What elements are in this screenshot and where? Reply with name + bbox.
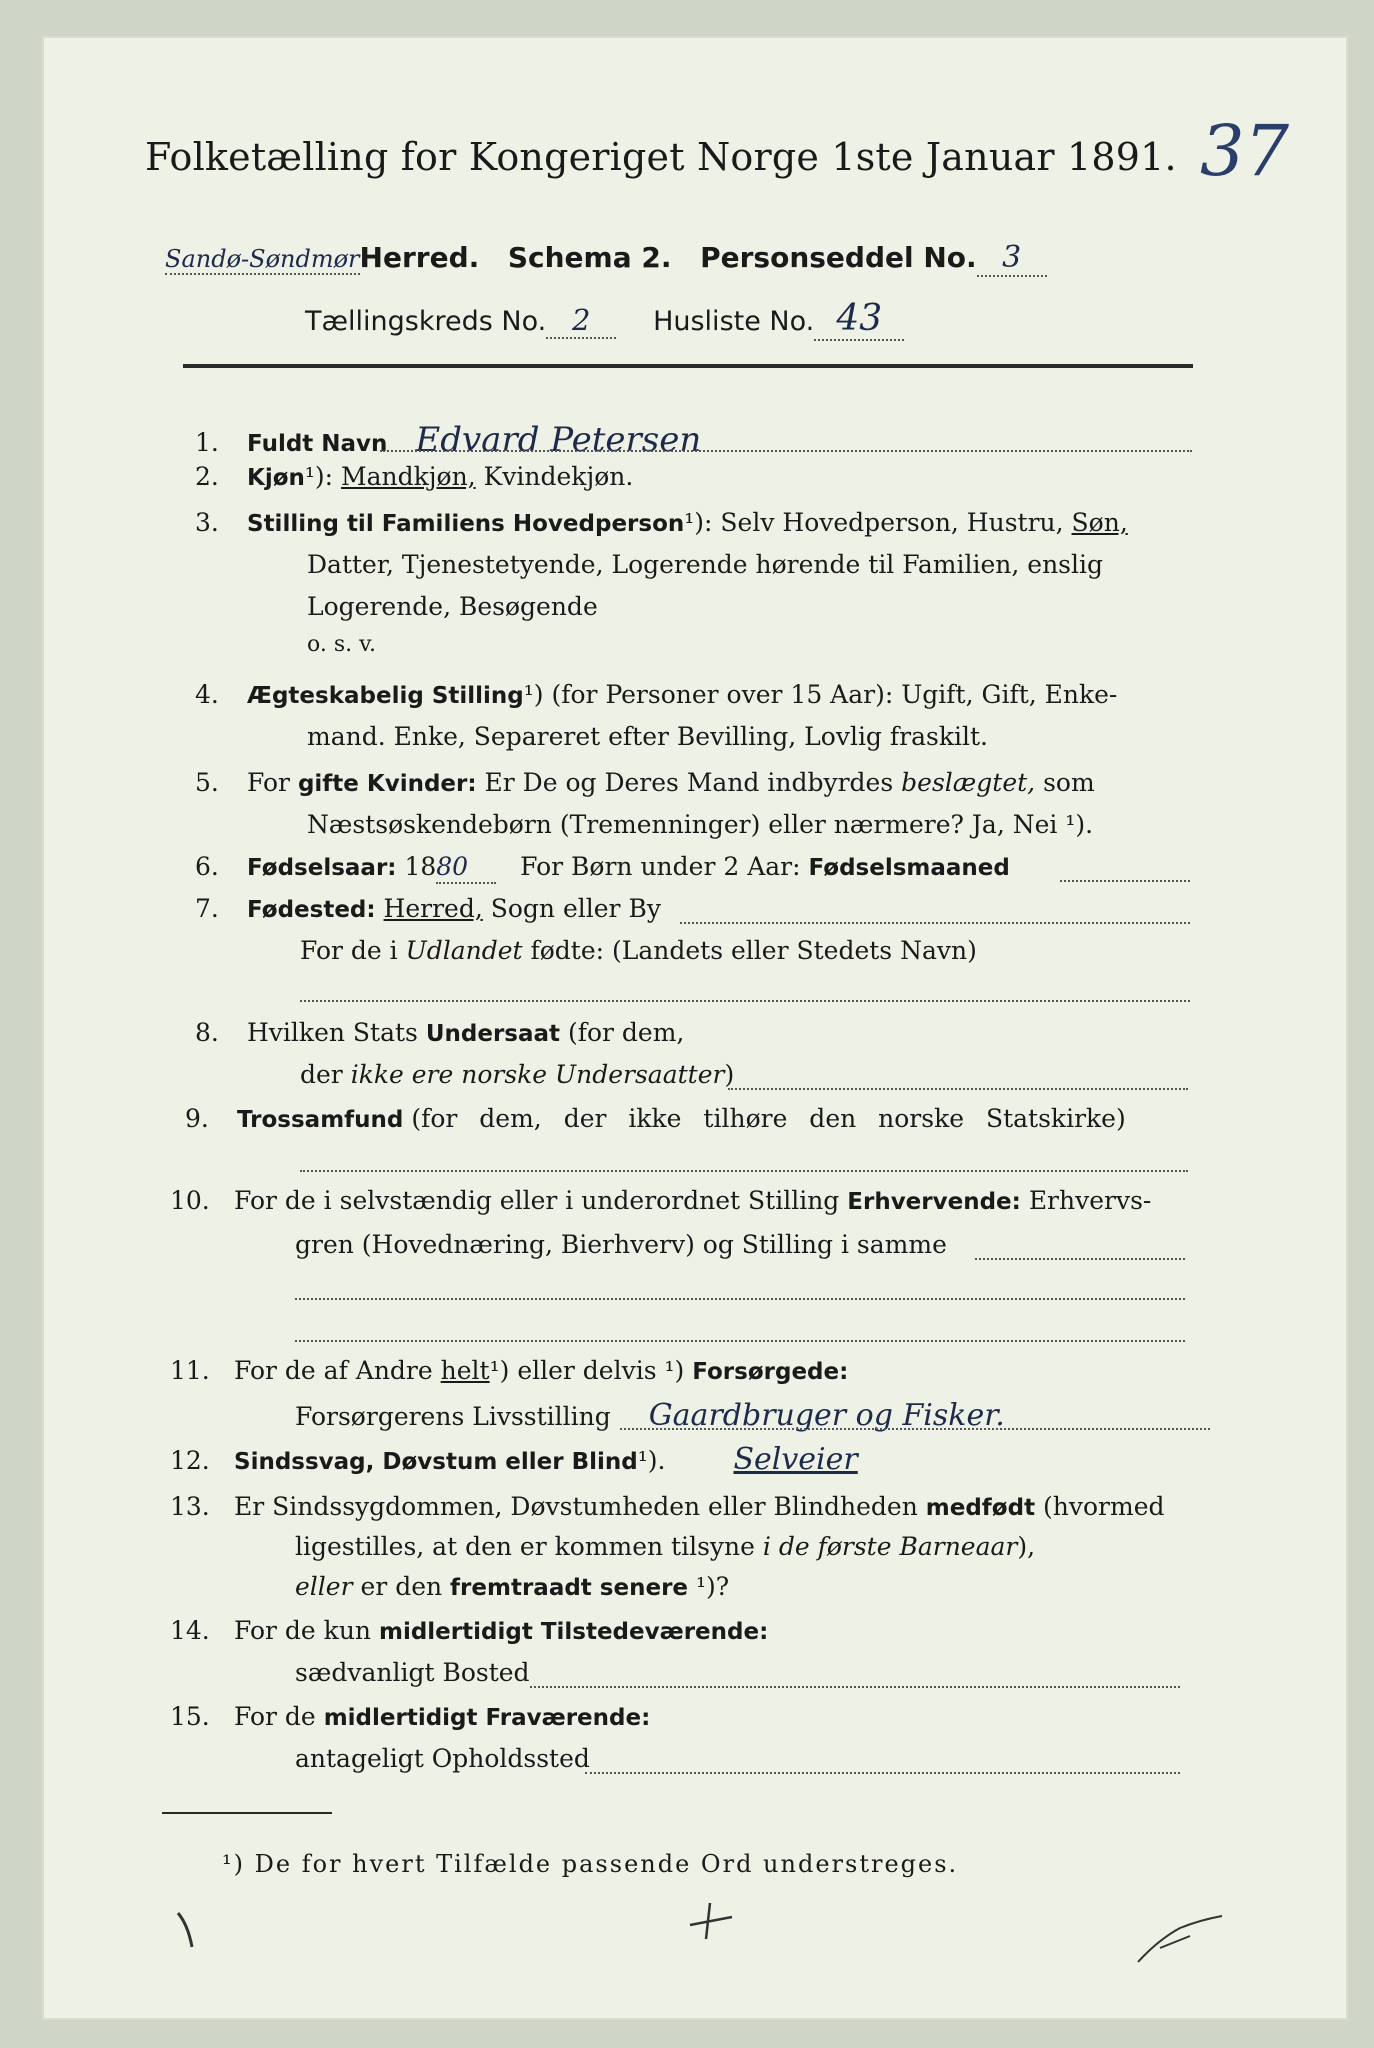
q3-number: 3. <box>195 508 219 537</box>
q14-number: 14. <box>170 1616 210 1645</box>
q9-answer-line <box>300 1170 1188 1172</box>
q10-answer-line2 <box>295 1340 1185 1342</box>
q11-value: Gaardbruger og Fisker. <box>648 1398 1005 1433</box>
personseddel-label: Personseddel No. <box>700 241 977 274</box>
pencil-mark-left <box>170 1905 210 1955</box>
pencil-mark-right <box>1130 1910 1230 1970</box>
q7-row <box>195 894 661 925</box>
q8-der: der <box>300 1060 343 1089</box>
q4-label: Ægteskabelig Stilling <box>247 683 524 709</box>
q13-prefix: Er Sindssygdommen, Døvstumheden eller Blindheden <box>234 1492 918 1521</box>
q14-bosted-label: sædvanligt Bosted <box>295 1658 530 1687</box>
q5-number: 5. <box>195 768 219 797</box>
q10-label: Erhvervende: <box>847 1189 1021 1215</box>
q8-close-paren: ) <box>724 1060 735 1089</box>
q11-dotted-line <box>620 1428 1210 1430</box>
q10-line2: gren (Hovednæring, Bierhverv) og Stilling i samme <box>295 1230 947 1259</box>
q2-label: Kjøn <box>247 465 305 491</box>
q2-option-kvindekjon: Kvindekjøn. <box>483 462 634 491</box>
q3-superscript: ¹): <box>684 508 713 537</box>
q5-label: gifte Kvinder: <box>297 771 477 797</box>
q4-options-line1: ¹) (for Personer over 15 Aar): Ugift, Gift, Enke- <box>523 680 1118 709</box>
q12-label: Sindssvag, Døvstum eller Blind <box>234 1449 638 1475</box>
q1-row <box>195 420 701 461</box>
q7-answer-line <box>300 1000 1190 1002</box>
q8-number: 8. <box>195 1018 219 1047</box>
q11-option-helt: helt <box>440 1356 490 1385</box>
q1-dotted-line <box>380 450 1192 452</box>
q7-landets-navn: fødte: (Landets eller Stedets Navn) <box>530 936 977 965</box>
q3-options-line4: o. s. v. <box>307 632 376 657</box>
q6-month-label: Fødselsmaaned <box>808 855 1010 881</box>
kreds-line <box>305 298 904 341</box>
q15-label: midlertidigt Fraværende: <box>323 1705 651 1731</box>
q14-row <box>170 1616 768 1647</box>
q5-question-line1: Er De og Deres Mand indbyrdes <box>484 768 894 797</box>
corner-page-number: 37 <box>1200 110 1290 192</box>
q6-label: Fødselsaar: <box>247 855 397 881</box>
footnote: ¹) De for hvert Tilfælde passende Ord understreges. <box>222 1850 959 1878</box>
q13-line2: ligestilles, at den er kommen tilsyne i de første Barneaar), <box>295 1532 1036 1561</box>
header-rule <box>183 364 1193 368</box>
q6-row <box>195 852 1010 884</box>
q11-row <box>170 1356 848 1387</box>
q13-superscript: ¹)? <box>695 1572 730 1601</box>
q9-label: Trossamfund <box>237 1107 404 1133</box>
q13-ligestilles: ligestilles, at den er kommen tilsyne <box>295 1532 755 1561</box>
q9-text: (for dem, der ikke tilhøre den norske Statskirke) <box>411 1104 1126 1133</box>
kreds-label: Tællingskreds No. <box>305 306 547 337</box>
q15-row <box>170 1702 650 1733</box>
q11-prefix: For de af Andre <box>234 1356 433 1385</box>
q15-prefix: For de <box>234 1702 316 1731</box>
q14-dotted-line <box>530 1686 1180 1688</box>
q8-ikke-norske: ikke ere norske Undersaatter <box>350 1060 725 1089</box>
personseddel-value: 3 <box>977 240 1047 277</box>
q1-label: Fuldt Navn <box>247 431 388 457</box>
q4-number: 4. <box>195 680 219 709</box>
kreds-value: 2 <box>546 303 616 339</box>
q3-options-line3: Logerende, Besøgende <box>307 592 598 621</box>
q6-number: 6. <box>195 852 219 881</box>
q4-row <box>195 680 1117 711</box>
schema-label: Schema 2. <box>507 241 672 274</box>
q3-options-line2: Datter, Tjenestetyende, Logerende hørende til Familien, enslig <box>307 550 1104 579</box>
q14-prefix: For de kun <box>234 1616 372 1645</box>
q5-question-line2: Næstsøskendebørn (Tremenninger) eller nærmere? Ja, Nei ¹). <box>307 810 1094 839</box>
q15-dotted-line <box>585 1772 1180 1774</box>
q14-label: midlertidigt Tilstedeværende: <box>378 1619 769 1645</box>
q12-superscript: ¹). <box>637 1446 666 1475</box>
q11-delvis: ¹) eller delvis ¹) <box>489 1356 685 1385</box>
q2-row <box>195 462 633 493</box>
q7-sogn-by: Sogn eller By <box>490 894 661 923</box>
q15-opholdssted-label: antageligt Opholdssted <box>295 1744 590 1773</box>
q13-eller: eller <box>295 1572 353 1601</box>
q11-livsstilling-label: Forsørgerens Livsstilling <box>295 1402 611 1431</box>
q11-number: 11. <box>170 1356 210 1385</box>
q2-option-mandkjon: Mandkjøn, <box>341 462 476 491</box>
q11-label: Forsørgede: <box>692 1359 849 1385</box>
q6-year-prefix: 18 <box>404 852 437 881</box>
q4-options-line2: mand. Enke, Separeret efter Bevilling, Lovlig fraskilt. <box>307 722 988 751</box>
q6-dotted-line <box>1060 880 1190 882</box>
q13-row <box>170 1492 1165 1523</box>
q5-som: som <box>1043 768 1095 797</box>
q7-label: Fødested: <box>247 897 376 923</box>
q2-number: 2. <box>195 462 219 491</box>
q8-suffix: (for dem, <box>567 1018 685 1047</box>
q10-row <box>170 1186 1151 1217</box>
q13-barneaar: i de første Barneaar <box>762 1532 1018 1561</box>
q8-label: Undersaat <box>425 1021 561 1047</box>
q13-number: 13. <box>170 1492 210 1521</box>
pencil-mark-center <box>680 1895 740 1945</box>
q10-suffix: Erhvervs- <box>1028 1186 1152 1215</box>
q7-option-herred: Herred, <box>383 894 483 923</box>
q12-row <box>170 1442 858 1478</box>
q10-number: 10. <box>170 1186 210 1215</box>
q13-line3 <box>295 1572 729 1603</box>
q5-beslaegtet: beslægtet, <box>901 768 1036 797</box>
q15-number: 15. <box>170 1702 210 1731</box>
husliste-label: Husliste No. <box>653 306 815 337</box>
q7-udlandet: Udlandet <box>405 936 523 965</box>
q9-row <box>185 1104 1126 1135</box>
q13-senere-label: fremtraadt senere <box>450 1575 689 1601</box>
q5-prefix: For <box>247 768 290 797</box>
q13-suffix: (hvormed <box>1043 1492 1165 1521</box>
q3-row <box>195 508 1128 539</box>
q8-dotted-line <box>728 1088 1188 1090</box>
q7-line2 <box>300 936 977 966</box>
q13-label: medfødt <box>925 1495 1036 1521</box>
q8-row <box>195 1018 684 1049</box>
herred-label: Herred. <box>359 241 480 274</box>
q12-number: 12. <box>170 1446 210 1475</box>
herred-line <box>165 240 1047 277</box>
q7-for-de-i: For de i <box>300 936 398 965</box>
q3-option-son: Søn, <box>1071 508 1128 537</box>
q10-answer-line1 <box>295 1298 1185 1300</box>
q8-line2 <box>300 1060 734 1090</box>
herred-value: Sandø-Søndmør <box>165 245 360 273</box>
footnote-rule <box>162 1812 332 1814</box>
q1-value: Edvard Petersen <box>415 420 702 460</box>
q10-dotted-line <box>975 1258 1185 1260</box>
q2-superscript: ¹): <box>304 462 334 491</box>
q7-number: 7. <box>195 894 219 923</box>
q6-year-value: 80 <box>436 852 496 884</box>
q12-value: Selveier <box>733 1442 858 1477</box>
husliste-value: 43 <box>814 298 904 341</box>
q5-row <box>195 768 1095 799</box>
q13-er-den: er den <box>360 1572 443 1601</box>
form-title: Folketælling for Kongeriget Norge 1ste Januar 1891. <box>145 135 1177 179</box>
q8-prefix: Hvilken Stats <box>247 1018 418 1047</box>
q1-number: 1. <box>195 428 219 457</box>
q3-label: Stilling til Familiens Hovedperson <box>247 511 685 537</box>
q6-under-2: For Børn under 2 Aar: <box>520 852 801 881</box>
q10-prefix: For de i selvstændig eller i underordnet Stilling <box>234 1186 840 1215</box>
q9-number: 9. <box>185 1104 209 1133</box>
q3-options-line1: Selv Hovedperson, Hustru, <box>720 508 1064 537</box>
q7-dotted-line <box>680 922 1190 924</box>
